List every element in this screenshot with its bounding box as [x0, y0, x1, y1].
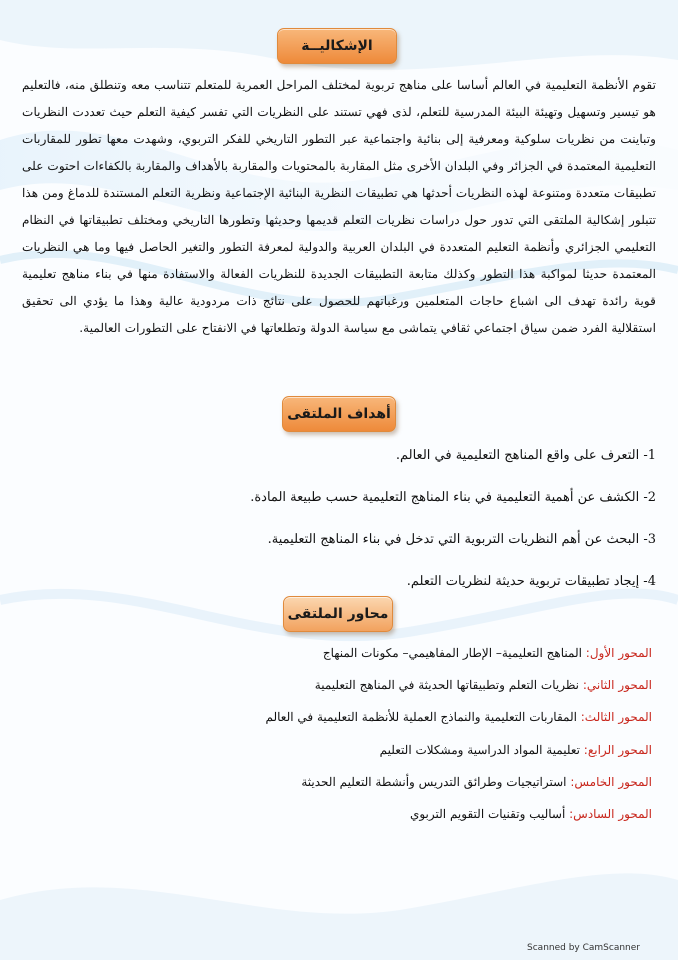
axis-item — [52, 708, 652, 740]
goals-list — [22, 446, 656, 614]
axis-text: المقاربات التعليمية والنماذج العملية للأنظمة التعليمية في العالم — [265, 710, 577, 725]
axis-item — [52, 741, 652, 773]
axis-text: نظريات التعلم وتطبيقاتها الحديثة في المناهج التعليمية — [314, 678, 580, 693]
goal-item: 3- البحث عن أهم النظريات التربوية التي تدخل في بناء المناهج التعليمية. — [267, 532, 656, 547]
axes-list — [52, 644, 652, 837]
axis-item — [52, 773, 652, 805]
axis-label: المحور الأول: — [585, 646, 652, 660]
axis-label: المحور الثالث: — [580, 710, 652, 725]
goal-item: 2- الكشف عن أهمية التعليمية في بناء المناهج التعليمية حسب طبيعة المادة. — [250, 490, 656, 505]
scanner-watermark: Scanned by CamScanner — [527, 943, 640, 953]
goals-heading: أهداف الملتقى — [282, 396, 396, 432]
axis-label: المحور الخامس: — [570, 774, 652, 789]
axis-text: تعليمية المواد الدراسية ومشكلات التعليم — [379, 742, 580, 757]
axis-label: المحور السادس: — [569, 806, 652, 821]
axis-item — [52, 676, 652, 708]
axis-text: أساليب وتقنيات التقويم التربوي — [409, 806, 566, 821]
axis-label: المحور الثاني: — [582, 678, 652, 693]
goal-item: 1- التعرف على واقع المناهج التعليمية في العالم. — [395, 448, 656, 463]
problem-heading: الإشكاليــة — [277, 28, 397, 64]
axis-item — [52, 805, 652, 837]
axis-text: استراتيجيات وطرائق التدريس وأنشطة التعليم الحديثة — [301, 774, 567, 789]
axis-item — [52, 644, 652, 676]
axis-text: المناهج التعليمية– الإطار المفاهيمي– مكونات المنهاج — [322, 646, 582, 660]
problem-paragraph: تقوم الأنظمة التعليمية في العالم أساسا على مناهج تربوية لمختلف المراحل العمرية للمتعلم تتناسب معه وتنطلق منه، فالتعليم هو تيسير وتسهيل وتهيئة البيئة المدرسية للتعلم، لذى فهي تستند على النظريات التي تفسر كيفية التعلم حيث تعددت النظريات وتباينت من نظريات سلوكية ومعرفية إلى بنائية واجتماعية عبر التطور التاريخي للفكر التربوي، وشهدت معها تطور للمقاربات التعليمية المعتمدة في الجزائر وفي البلدان الأخرى مثل المقاربة بالمحتويات والمقاربة بالأهداف والمقاربة بالكفاءات احتوت على تطبيقات متعددة ومتنوعة لهذه النظريات أحدثها هي تطبيقات النظرية البنائية الإجتماعية ونظرية التعلم المستندة للدماغ ومن هذا تتبلور إشكالية الملتقى التي تدور حول دراسات نظريات التعلم قديمها وحديثها وتطورها التاريخي ومختلف تطبيقاتها في النظام التعليمي الجزائري وأنظمة التعليم المتعددة في البلدان العربية والدولية لمعرفة التطور والتغير الحاصل فيها وما هي النظريات المعتمدة حديثا لمواكبة هذا التطور وكذلك متابعة التطبيقات الجديدة للنظريات الفعالة والاستفادة منها في بناء مناهج تعليمية قوية رائدة تهدف الى اشباع حاجات المتعلمين ورغباتهم للحصول على نتائج ذات مردودية عالية وهذا ما يؤدي الى تحقيق استقلالية الفرد ضمن سياق اجتماعي ثقافي يتماشى مع سياسة الدولة وتطلعاتها في الانفتاح على التطورات العالمية. — [22, 78, 656, 335]
goal-item: 4- إيجاد تطبيقات تربوية حديثة لنظريات التعلم. — [406, 574, 656, 589]
axes-heading: محاور الملتقى — [283, 596, 393, 632]
axis-label: المحور الرابع: — [583, 742, 652, 757]
